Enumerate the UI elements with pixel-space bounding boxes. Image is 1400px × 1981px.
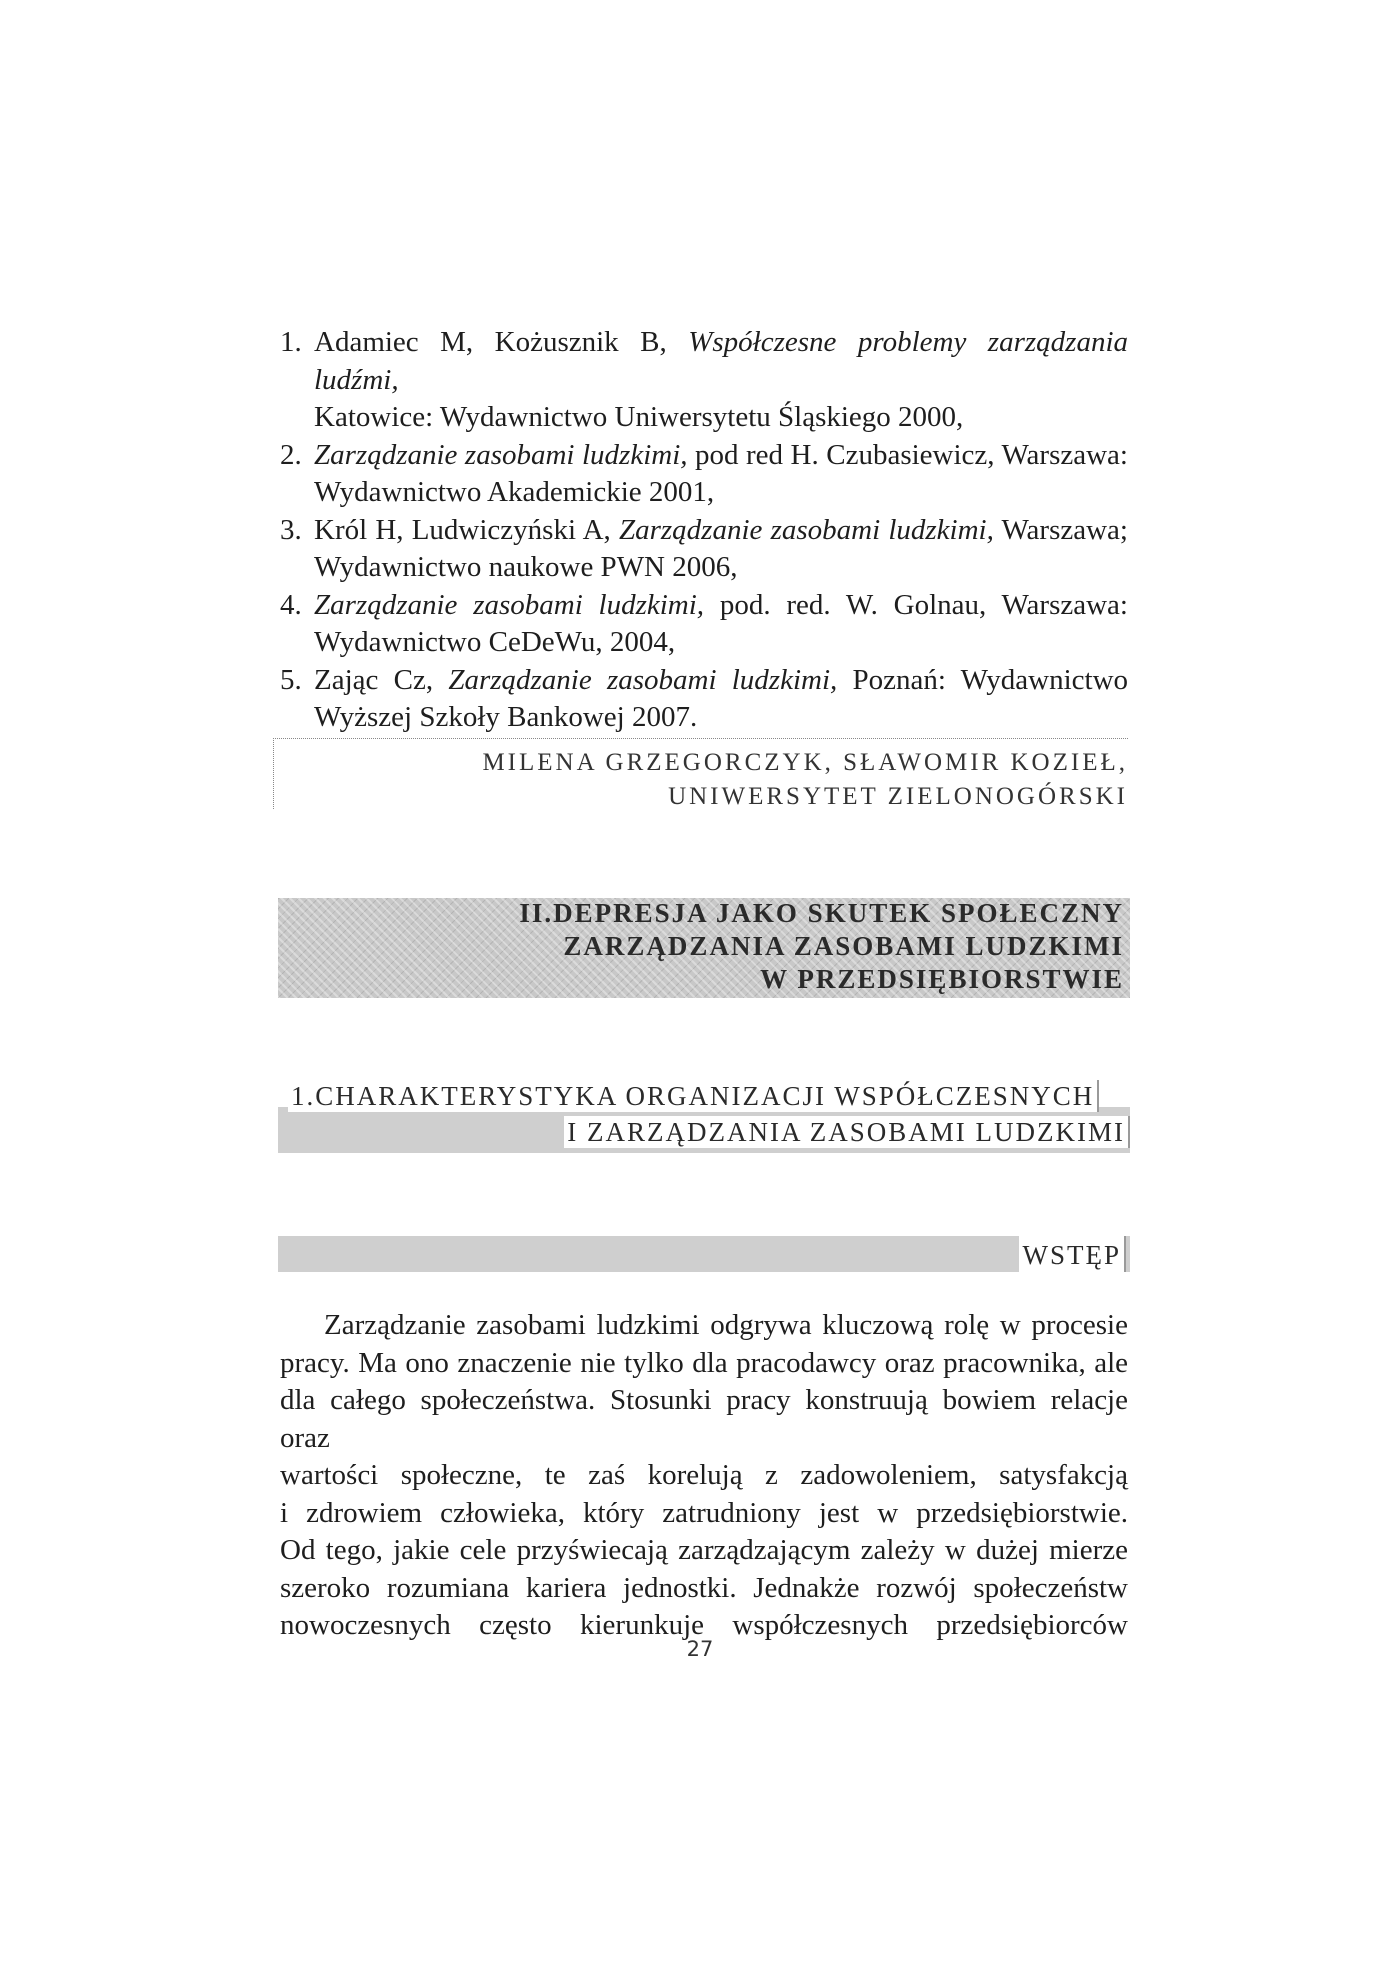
item-authors: Król H, Ludwiczyński A, xyxy=(314,513,619,546)
item-publisher: Wydawnictwo Akademickie 2001, xyxy=(314,476,715,508)
item-authors: Adamiec M, Kożusznik B, xyxy=(314,326,689,358)
chapter-title-line: ZARZĄDZANIA ZASOBAMI LUDZKIMI xyxy=(563,931,1124,961)
item-editor: pod. red. W. Golnau, Warszawa: xyxy=(704,588,1128,621)
item-publisher: Wydawnictwo CeDeWu, 2004, xyxy=(314,626,676,658)
bibliography-item xyxy=(280,512,1128,587)
authors-affiliation: UNIWERSYTET ZIELONOGÓRSKI xyxy=(668,783,1128,810)
body-paragraph xyxy=(280,1307,1128,1645)
item-line xyxy=(314,437,1128,475)
body-line: Od tego, jakie cele przyświecają zarządzającym zależy w dużej mierze xyxy=(280,1534,1128,1566)
item-title: Zarządzanie zasobami ludzkimi, xyxy=(314,438,688,471)
item-place: Warszawa; xyxy=(993,513,1128,546)
item-number: 3. xyxy=(280,513,302,546)
bibliography-item xyxy=(280,324,1128,437)
item-title: Zarządzanie zasobami ludzkimi, xyxy=(448,663,838,696)
bibliography-item xyxy=(280,437,1128,512)
item-title: Współczesne problemy zarządzania ludźmi, xyxy=(314,326,1128,396)
item-title: Zarządzanie zasobami ludzkimi, xyxy=(314,588,705,621)
intro-heading-bar xyxy=(278,1236,1130,1272)
item-publisher: Katowice: Wydawnictwo Uniwersytetu Śląskiego 2000, xyxy=(314,401,964,433)
item-publisher: Wydawnictwo naukowe PWN 2006, xyxy=(314,551,738,583)
body-line: pracy. Ma ono znaczenie nie tylko dla pracodawcy oraz pracownika, ale xyxy=(280,1346,1128,1379)
item-number: 5. xyxy=(280,663,302,696)
item-line xyxy=(314,587,1128,625)
bibliography-item xyxy=(280,587,1128,662)
authors-box xyxy=(273,738,1128,809)
authors-names: MILENA GRZEGORCZYK, SŁAWOMIR KOZIEŁ, xyxy=(482,749,1128,776)
body-line: wartości społeczne, te zaś korelują z zadowoleniem, satysfakcją xyxy=(280,1459,1128,1491)
item-number: 2. xyxy=(280,438,302,471)
page-number: 27 xyxy=(686,1637,714,1661)
item-line xyxy=(314,512,1128,550)
body-line: Zarządzanie zasobami ludzkimi odgrywa kluczową rolę w procesie xyxy=(324,1309,1128,1341)
item-authors: Zając Cz, xyxy=(314,663,449,696)
body-line: nowoczesnych często kierunkuje współczesnych przedsiębiorców xyxy=(280,1609,1128,1641)
item-number: 4. xyxy=(280,588,302,621)
item-editor: pod red H. Czubasiewicz, Warszawa: xyxy=(687,438,1128,471)
body-line: i zdrowiem człowieka, który zatrudniony jest w przedsiębiorstwie. xyxy=(280,1496,1128,1529)
section-heading-line: 1.CHARAKTERYSTYKA ORGANIZACJI WSPÓŁCZESNYCH xyxy=(288,1080,1099,1112)
section-heading xyxy=(278,1080,1130,1154)
item-publisher: Wyższej Szkoły Bankowej 2007. xyxy=(314,701,698,733)
bibliography-item xyxy=(280,662,1128,737)
item-line xyxy=(314,324,1128,399)
item-title: Zarządzanie zasobami ludzkimi, xyxy=(618,513,994,546)
bibliography-list xyxy=(280,324,1128,737)
section-heading-line: I ZARZĄDZANIA ZASOBAMI LUDZKIMI xyxy=(564,1116,1130,1148)
body-line: dla całego społeczeństwa. Stosunki pracy konstruują bowiem relacje oraz xyxy=(280,1384,1128,1454)
chapter-title-line: II.DEPRESJA JAKO SKUTEK SPOŁECZNY xyxy=(519,898,1124,928)
chapter-title-box xyxy=(278,898,1130,998)
item-number: 1. xyxy=(280,326,302,358)
chapter-title-line: W PRZEDSIĘBIORSTWIE xyxy=(760,964,1124,994)
body-line: szeroko rozumiana kariera jednostki. Jednakże rozwój społeczeństw xyxy=(280,1571,1128,1604)
item-place: Poznań: Wydawnictwo xyxy=(837,663,1129,696)
item-line xyxy=(314,662,1128,700)
intro-heading: WSTĘP xyxy=(1019,1236,1126,1272)
